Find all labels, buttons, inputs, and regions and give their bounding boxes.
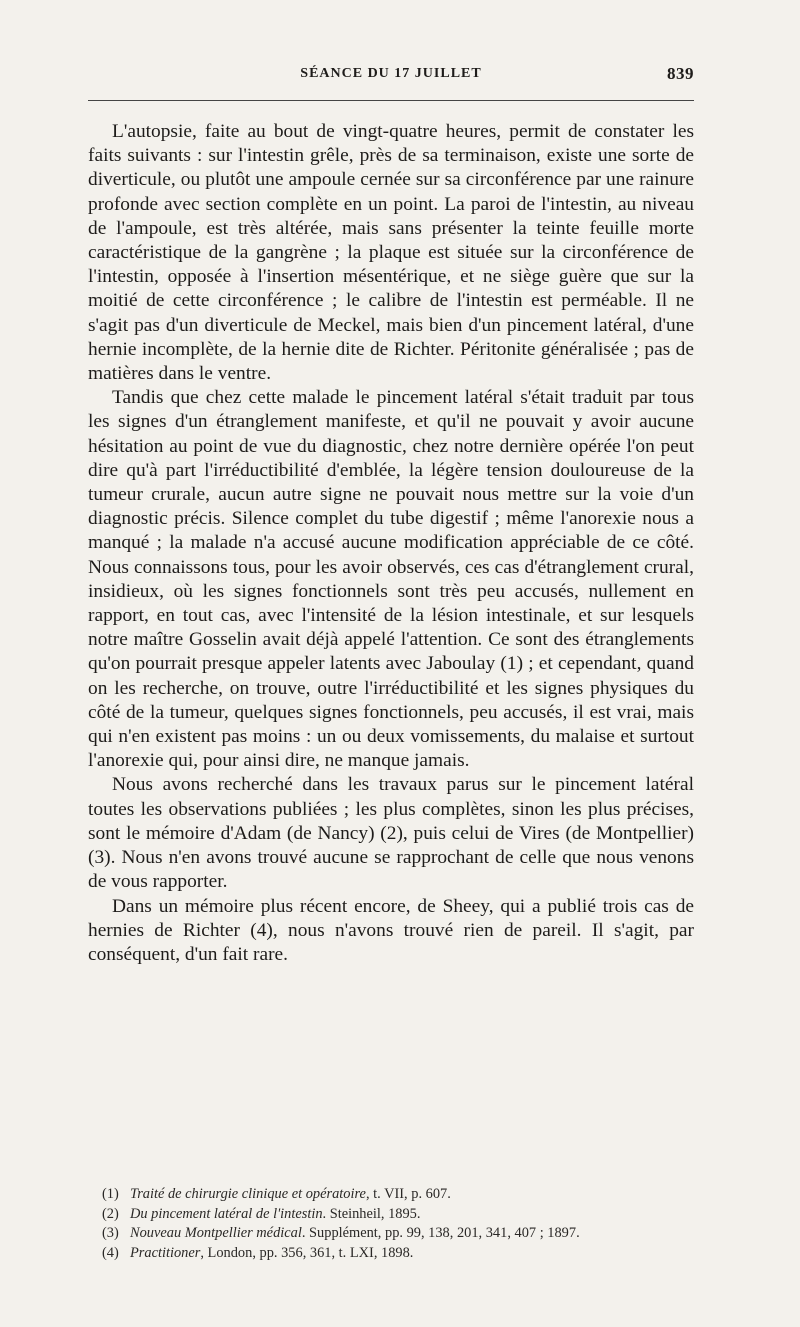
footnote-title: Practitioner <box>130 1244 201 1261</box>
paragraph-autopsy: L'autopsie, faite au bout de vingt-quatre heures, permit de constater les faits suivants : sur l'intestin grêle, près de sa terminaison, existe une sorte de diverticule, ou plutôt une ampoule cernée sur sa circonférence par une rainure profonde avec section complète en un point. La paroi de l'intestin, au niveau de l'ampoule, est très altérée, mais sans présenter la teinte feuille morte caractéristique de la gangrène ; la plaque est située sur la circonférence de l'intestin, opposée à l'insertion mésentérique, et ne siège guère que sur la moitié de cette circonférence ; le calibre de l'intestin est perméable. Il ne s'agit pas d'un diverticule de Meckel, mais bien d'un pincement latéral, d'une hernie incomplète, de la hernie dite de Richter. Péritonite généralisée ; pas de matières dans le ventre. <box>88 121 694 385</box>
footnote-title: Nouveau Montpellier médical <box>130 1225 302 1242</box>
footnote-number: (1) <box>102 1186 119 1202</box>
page-number: 839 <box>667 64 694 83</box>
paragraph-observations: Nous avons recherché dans les travaux parus sur le pincement latéral toutes les observations publiées ; les plus complètes, sinon les plus précises, sont le mémoire d'Adam (de Nancy) (2), puis celui de Vires (de Montpellier) (3). Nous n'en avons trouvé aucune se rapprochant de celle que nous venons de vous rapporter. <box>88 774 694 893</box>
footnote <box>88 1205 694 1225</box>
footnotes <box>88 1185 694 1263</box>
page-header-title: SÉANCE DU 17 JUILLET <box>300 66 482 81</box>
footnote <box>88 1185 694 1205</box>
header-rule <box>88 100 694 101</box>
footnote-detail: . Supplément, pp. 99, 138, 201, 341, 407 ; 1897. <box>301 1225 580 1242</box>
footnote <box>88 1224 694 1244</box>
paragraph-sheey: Dans un mémoire plus récent encore, de Sheey, qui a publié trois cas de hernies de Richter (4), nous n'avons trouvé rien de pareil. Il s'agit, par conséquent, d'un fait rare. <box>88 895 694 965</box>
footnote-number: (4) <box>102 1244 119 1261</box>
footnote-number: (3) <box>102 1225 119 1242</box>
footnote-detail: . Steinheil, 1895. <box>322 1205 421 1222</box>
footnote-detail: , t. VII, p. 607. <box>365 1186 451 1202</box>
footnote-title: Du pincement latéral de l'intestin <box>130 1205 323 1222</box>
footnote-number: (2) <box>102 1205 119 1222</box>
footnote-title: Traité de chirurgie clinique et opératoire <box>130 1186 366 1202</box>
body-text <box>88 120 694 967</box>
paragraph-diagnosis: Tandis que chez cette malade le pincement latéral s'était traduit par tous les signes d'un étranglement manifeste, et qu'il ne pouvait y avoir aucune hésitation au point de vue du diagnostic, chez notre dernière opérée l'on peut dire qu'à part l'irréductibilité d'emblée, la légère tension douloureuse de la tumeur crurale, aucun autre signe ne pouvait nous mettre sur la voie d'un diagnostic précis. Silence complet du tube digestif ; même l'anorexie nous a manqué ; la malade n'a accusé aucune modification appréciable de ce côté. Nous connaissons tous, pour les avoir observés, ces cas d'étranglement crural, insidieux, où les signes fonctionnels sont très peu accusés, nullement en rapport, en tout cas, avec l'intensité de la lésion intestinale, et sur lesquels notre maître Gosselin avait déjà appelé l'attention. Ce sont des étranglements qu'on pourrait presque appeler latents avec Jaboulay (1) ; et cependant, quand on les recherche, on trouve, outre l'irréductibilité et les signes physiques du côté de la tumeur, quelques signes fonctionnels, peu accusés, il est vrai, mais qui n'en existent pas moins : un ou deux vomissements, du malaise et surtout l'anorexie qui, pour ainsi dire, ne manque jamais. <box>88 387 694 772</box>
footnote-detail: , London, pp. 356, 361, t. LXI, 1898. <box>200 1244 414 1261</box>
book-page <box>88 58 694 1261</box>
footnote <box>88 1244 694 1264</box>
running-head <box>88 58 694 90</box>
